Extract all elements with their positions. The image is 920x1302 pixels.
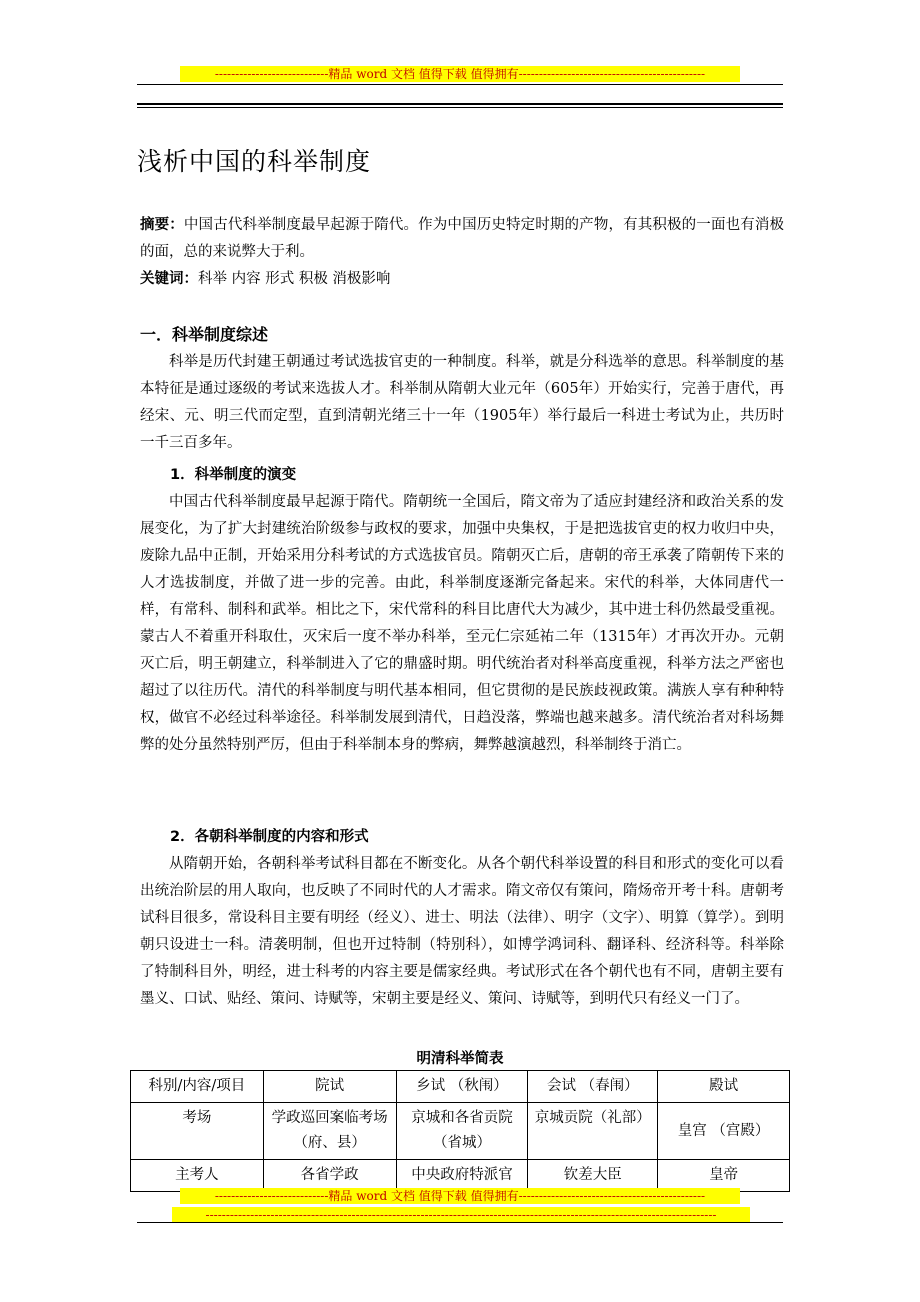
keywords: [140, 266, 784, 293]
footer-banner-dashes: ------------------------------------------------------------------------------------------------------------------------------: [172, 1207, 750, 1223]
table-header-row: [131, 1071, 790, 1103]
subsection2-text: 从隋朝开始，各朝科举考试科目都在不断变化。从各个朝代科举设置的科目和形式的变化可以看出统治阶层的用人取向，也反映了不同时代的人才需求。隋文帝仅有策问，隋炀帝开考十科。唐朝考试科目很多，常设科目主要有明经（经义）、进士、明法（法律）、明字（文字）、明算（算学）。到明朝只设进士一科。清袭明制，但也开过特制（特别科），如博学鸿词科、翻译科、经济科等。科举除了特制科目外，明经，进士科考的内容主要是儒家经典。考试形式在各个朝代也有不同，唐朝主要有墨义、口试、贴经、策问、诗赋等，宋朝主要是经义、策问、诗赋等，到明代只有经义一门了。: [140, 856, 784, 1007]
table-header-cell: 院试: [263, 1071, 396, 1103]
abstract-text: 中国古代科举制度最早起源于隋代。作为中国历史特定时期的产物，有其积极的一面也有消极的面，总的来说弊大于利。: [140, 217, 784, 260]
keju-table: [130, 1070, 790, 1192]
table-cell: 学政巡回案临考场（府、县）: [263, 1103, 396, 1160]
table-cell: 皇宫 （宫殿）: [658, 1103, 790, 1160]
table-cell: 主考人: [131, 1160, 264, 1192]
keywords-label: 关键词：: [140, 271, 198, 287]
subsection1-text: 中国古代科举制度最早起源于隋代。隋朝统一全国后，隋文帝为了适应封建经济和政治关系的发展变化，为了扩大封建统治阶级参与政权的要求，加强中央集权，于是把选拔官吏的权力收归中央，废除九品中正制，开始采用分科考试的方式选拔官员。隋朝灭亡后，唐朝的帝王承袭了隋朝传下来的人才选拔制度，并做了进一步的完善。由此，科举制度逐渐完备起来。宋代的科举，大体同唐代一样，有常科、制科和武举。相比之下，宋代常科的科目比唐代大为减少，其中进士科仍然最受重视。蒙古人不着重开科取仕，灭宋后一度不举办科举，至元仁宗延祐二年（1315年）才再次开办。元朝灭亡后，明王朝建立，科举制进入了它的鼎盛时期。明代统治者对科举高度重视，科举方法之严密也超过了以往历代。清代的科举制度与明代基本相同，但它贯彻的是民族歧视政策。满族人享有种种特权，做官不必经过科举途径。科举制发展到清代，日趋没落，弊端也越来越多。清代统治者对科场舞弊的处分虽然特别严厉，但由于科举制本身的弊病，舞弊越演越烈，科举制终于消亡。: [140, 494, 784, 753]
table-header-cell: 殿试: [658, 1071, 790, 1103]
table-header-cell: 乡试 （秋闱）: [396, 1071, 528, 1103]
subsection2-heading: 2．各朝科举制度的内容和形式: [170, 829, 369, 845]
table-title: 明清科举简表: [416, 1051, 504, 1067]
subsection1-heading: 1．科举制度的演变: [170, 467, 297, 483]
header-banner: ----------------------------精品 word 文档 值得下载 值得拥有----------------------------------------------: [180, 66, 740, 82]
table-cell: 各省学政: [263, 1160, 396, 1192]
section1-heading: 一．科举制度综述: [140, 325, 269, 344]
header-rule-thin: [137, 84, 783, 85]
table-cell: 京城和各省贡院（省城）: [396, 1103, 528, 1160]
table-cell: 中央政府特派官: [396, 1160, 528, 1192]
footer-rule: [137, 1222, 783, 1223]
abstract-label: 摘要：: [140, 217, 184, 233]
table-cell: 皇帝: [658, 1160, 790, 1192]
table-cell: 考场: [131, 1103, 264, 1160]
section1-intro: 科举是历代封建王朝通过考试选拔官吏的一种制度。科举，就是分科选举的意思。科举制度的基本特征是通过逐级的考试来选拔人才。科举制从隋朝大业元年（605年）开始实行，完善于唐代，再经宋、元、明三代而定型，直到清朝光绪三十一年（1905年）举行最后一科进士考试为止，共历时一千三百多年。: [140, 354, 784, 451]
table-row: [131, 1160, 790, 1192]
footer-banner: ----------------------------精品 word 文档 值得下载 值得拥有----------------------------------------------: [180, 1188, 740, 1204]
page-title: 浅析中国的科举制度: [137, 147, 372, 176]
table-cell: 钦差大臣: [528, 1160, 658, 1192]
keywords-text: 科举 内容 形式 积极 消极影响: [198, 271, 391, 287]
table-cell: 京城贡院（礼部）: [528, 1103, 658, 1160]
header-rule-thick: [137, 103, 783, 105]
abstract: [140, 212, 784, 266]
table-header-cell: 科别/内容/项目: [131, 1071, 264, 1103]
table-row: [131, 1103, 790, 1160]
header-rule-thin-2: [137, 107, 783, 108]
table-header-cell: 会试 （春闱）: [528, 1071, 658, 1103]
